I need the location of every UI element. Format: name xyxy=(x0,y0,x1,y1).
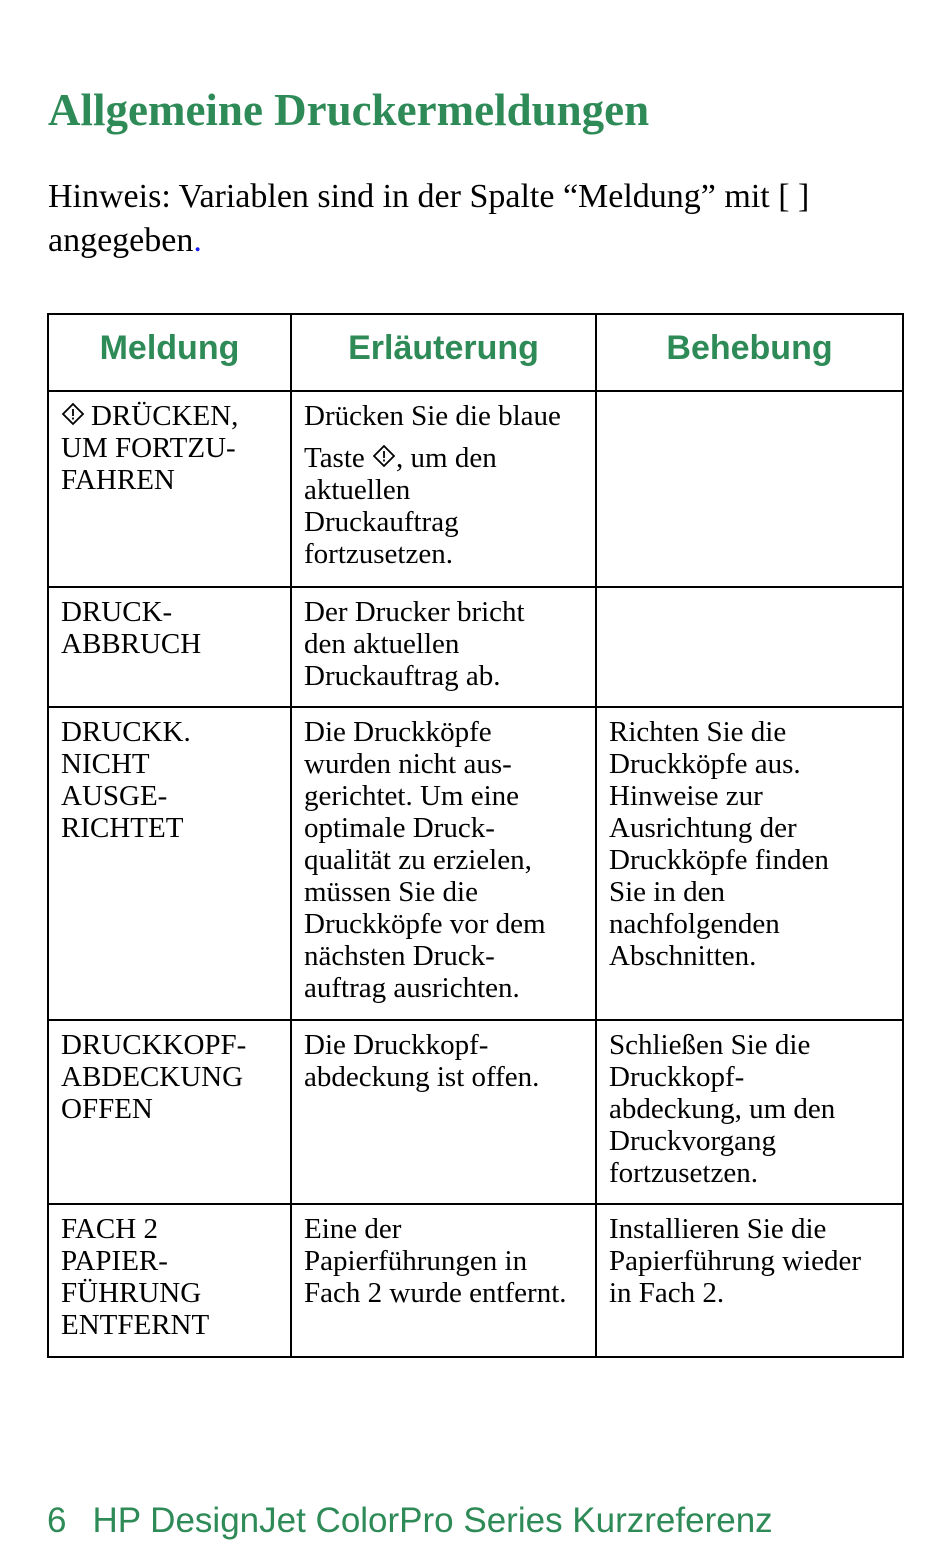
explanation-cell xyxy=(291,391,596,587)
variables-note-end: . xyxy=(193,222,202,259)
page-number: 6 xyxy=(47,1501,67,1540)
resolution-cell xyxy=(596,707,903,1020)
resolution-text: Installieren Sie die Papierführung wieder in Fach 2. xyxy=(609,1213,862,1309)
variables-note-text: Hinweis: Variablen sind in der Spalte “Meldung” mit [ ] angegeben xyxy=(48,178,810,259)
table-row xyxy=(48,587,903,707)
explanation-cell xyxy=(291,707,596,1020)
explanation-text: aktuellen Druckauftrag fortzusetzen. xyxy=(304,474,459,570)
printer-messages-table xyxy=(47,313,904,1358)
variables-note xyxy=(48,175,898,263)
message-text: DRÜCKEN, UM FORTZU- FAHREN xyxy=(61,400,239,496)
message-cell xyxy=(48,1204,291,1357)
column-header-resolution: Behebung xyxy=(596,314,903,391)
table-row xyxy=(48,391,903,587)
explanation-cell xyxy=(291,1204,596,1357)
message-cell xyxy=(48,1020,291,1204)
explanation-cell xyxy=(291,1020,596,1204)
table-header-row xyxy=(48,314,903,391)
resolution-cell xyxy=(596,391,903,587)
explanation-text: Die Druckkopf- abdeckung ist offen. xyxy=(304,1029,540,1093)
footer-title: HP DesignJet ColorPro Series Kurzreferenz xyxy=(92,1501,773,1540)
explanation-line: Drücken Sie die blaue xyxy=(304,400,561,432)
page-footer xyxy=(47,1500,773,1542)
table-row xyxy=(48,1204,903,1357)
message-cell xyxy=(48,391,291,587)
resolution-cell xyxy=(596,587,903,707)
explanation-text: Der Drucker bricht den aktuellen Druckauftrag ab. xyxy=(304,596,525,692)
explanation-text: Die Druckköpfe wurden nicht aus- gerichtet. Um eine optimale Druck- qualität zu erzielen, müssen Sie die Druckköpfe vor dem nächsten Druck- auftrag ausrichten. xyxy=(304,716,546,1004)
page-title: Allgemeine Druckermeldungen xyxy=(48,85,650,135)
diamond-key-icon xyxy=(61,402,85,426)
message-text: DRUCKKOPF- ABDECKUNG OFFEN xyxy=(61,1029,247,1125)
column-header-explanation: Erläuterung xyxy=(291,314,596,391)
explanation-line-with-icon: Taste , um den xyxy=(304,442,497,474)
resolution-text: Schließen Sie die Druckkopf- abdeckung, um den Druckvorgang fortzusetzen. xyxy=(609,1029,836,1189)
message-cell xyxy=(48,707,291,1020)
diamond-key-icon xyxy=(372,444,396,468)
table-row xyxy=(48,707,903,1020)
message-text: FACH 2 PAPIER- FÜHRUNG ENTFERNT xyxy=(61,1213,210,1341)
resolution-cell xyxy=(596,1020,903,1204)
resolution-text: Richten Sie die Druckköpfe aus. Hinweise zur Ausrichtung der Druckköpfe finden Sie in den nachfolgenden Abschnitten. xyxy=(609,716,829,972)
table-row xyxy=(48,1020,903,1204)
resolution-cell xyxy=(596,1204,903,1357)
explanation-cell xyxy=(291,587,596,707)
message-text: DRUCKK. NICHT AUSGE- RICHTET xyxy=(61,716,191,844)
message-text: DRUCK- ABBRUCH xyxy=(61,596,202,660)
column-header-message: Meldung xyxy=(48,314,291,391)
explanation-text: Eine der Papierführungen in Fach 2 wurde entfernt. xyxy=(304,1213,567,1309)
message-cell xyxy=(48,587,291,707)
